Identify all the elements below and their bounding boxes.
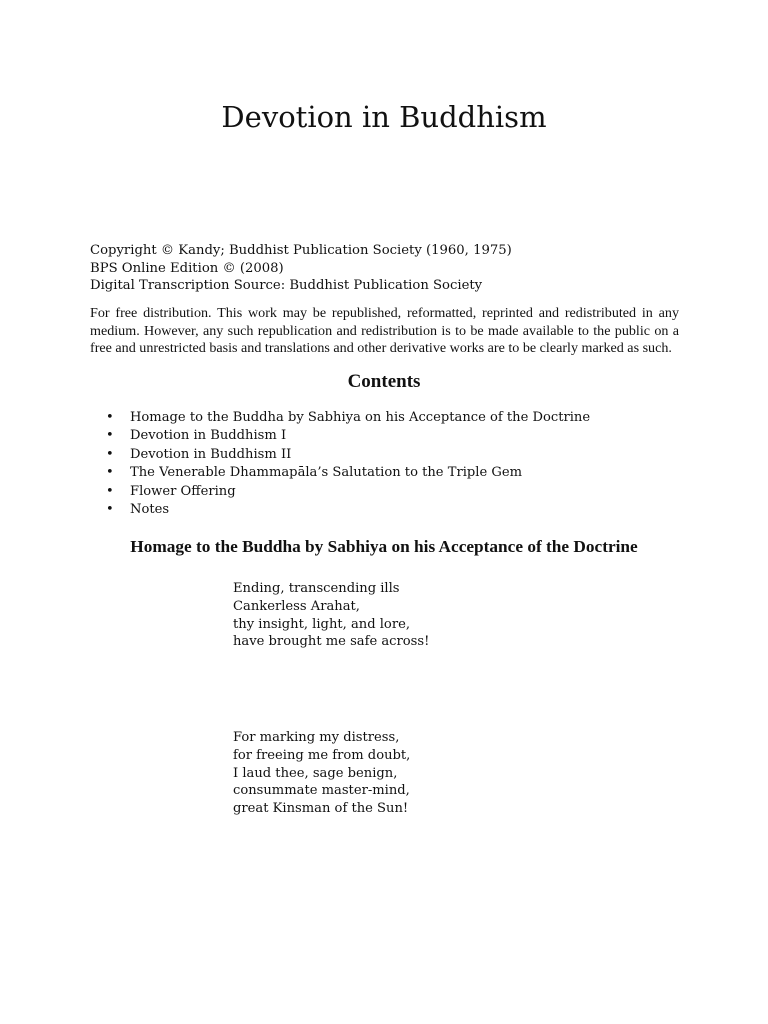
verse-stanza bbox=[233, 580, 429, 651]
verse-line: have brought me safe across! bbox=[233, 634, 430, 650]
copyright-line: Copyright © Kandy; Buddhist Publication Society (1960, 1975) bbox=[90, 243, 512, 258]
toc-item-label: The Venerable Dhammapāla’s Salutation to the Triple Gem bbox=[130, 465, 522, 481]
bullet-icon: • bbox=[106, 446, 114, 462]
verse-line: Ending, transcending ills bbox=[233, 581, 400, 596]
transcription-source-line: Digital Transcription Source: Buddhist Publication Society bbox=[90, 278, 483, 293]
bullet-icon: • bbox=[106, 483, 114, 499]
edition-line: BPS Online Edition © (2008) bbox=[90, 260, 284, 276]
verse-line: For marking my distress, bbox=[233, 730, 400, 745]
toc-item-salutation[interactable] bbox=[90, 464, 650, 482]
verse-line: I laud thee, sage benign, bbox=[233, 765, 398, 781]
toc-item-label: Devotion in Buddhism I bbox=[130, 428, 287, 444]
table-of-contents bbox=[90, 409, 650, 519]
toc-item-devotion-1[interactable] bbox=[90, 427, 650, 445]
section-heading: Homage to the Buddha by Sabhiya on his Acceptance of the Doctrine bbox=[130, 537, 638, 556]
verse-line: great Kinsman of the Sun! bbox=[233, 801, 409, 817]
toc-item-label: Homage to the Buddha by Sabhiya on his Acceptance of the Doctrine bbox=[130, 410, 591, 425]
toc-item-label: Devotion in Buddhism II bbox=[130, 446, 292, 462]
toc-item-notes[interactable] bbox=[90, 501, 650, 519]
verse-line: for freeing me from doubt, bbox=[233, 747, 411, 763]
bullet-icon: • bbox=[106, 465, 114, 481]
bullet-icon: • bbox=[106, 428, 114, 444]
document-title: Devotion in Buddhism bbox=[221, 100, 547, 134]
verse-line: consummate master-mind, bbox=[233, 783, 410, 799]
verse-stanza bbox=[233, 729, 410, 818]
bullet-icon: • bbox=[106, 501, 114, 517]
toc-item-devotion-2[interactable] bbox=[90, 446, 650, 464]
toc-item-label: Notes bbox=[130, 501, 170, 517]
distribution-notice: For free distribution. This work may be republished, reformatted, reprinted and redistributed in any medium. However, any such republication and redistribution is to be made available to the public on a free and unrestricted basis and translations and other derivative works are to be clearly marked as such. bbox=[90, 305, 679, 356]
toc-item-label: Flower Offering bbox=[130, 483, 236, 499]
contents-heading: Contents bbox=[347, 371, 421, 392]
verse-line: thy insight, light, and lore, bbox=[233, 616, 410, 632]
toc-item-homage[interactable] bbox=[90, 409, 650, 427]
bullet-icon: • bbox=[106, 410, 114, 425]
toc-item-flower-offering[interactable] bbox=[90, 483, 650, 501]
verse-line: Cankerless Arahat, bbox=[233, 598, 360, 614]
copyright-block bbox=[90, 242, 690, 295]
